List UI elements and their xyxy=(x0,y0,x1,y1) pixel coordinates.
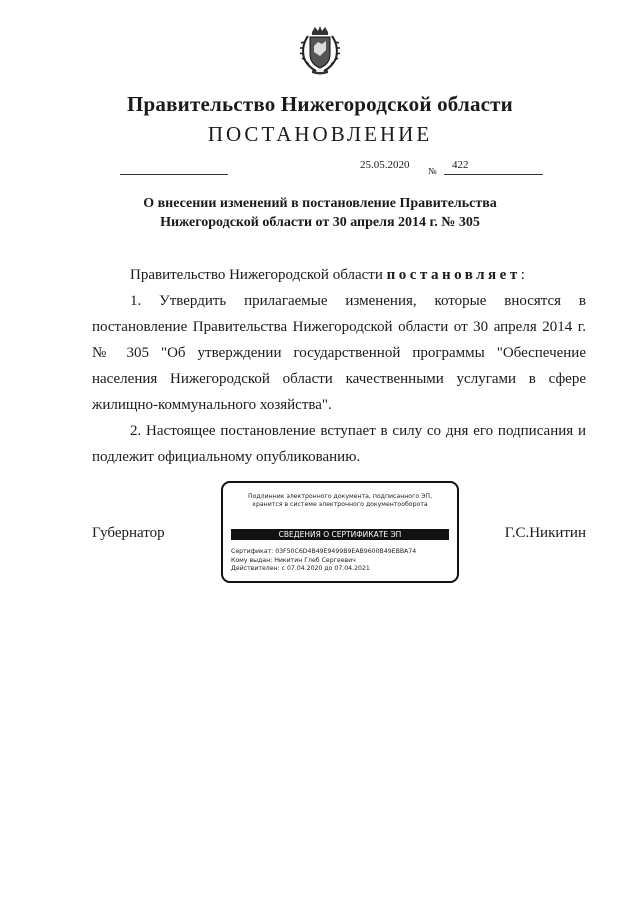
intro-prefix: Правительство Нижегородской области xyxy=(130,267,387,283)
stamp-certificate-row xyxy=(231,548,451,557)
signature-name: Г.С.Никитин xyxy=(504,525,586,541)
intro-paragraph xyxy=(92,262,586,288)
signature-position: Губернатор xyxy=(92,525,165,541)
intro-spaced-word: постановляет xyxy=(386,267,521,283)
stamp-valid-row xyxy=(231,565,451,574)
item-1-paragraph: 1. Утвердить прилагаемые изменения, которые вносятся в постановление Правительства Нижегородской области от 30 апреля 2014 г. № 305 "Об утверждении государственной программы "Обеспечение населения Нижегородской области качественными услугами в сфере жилищно-коммунального хозяйства". xyxy=(92,293,586,413)
stamp-issued-row xyxy=(231,557,451,566)
document-subject xyxy=(0,194,640,232)
government-title: Правительство Нижегородской области xyxy=(127,92,513,116)
stamp-details xyxy=(231,548,451,574)
electronic-signature-stamp xyxy=(221,481,459,583)
document-date: 25.05.2020 xyxy=(360,159,410,171)
certificate-value: 03F50C6D4B49E9499B9EAB9600B49EBBA74 xyxy=(275,548,417,555)
subject-line-2: Нижегородской области от 30 апреля 2014 г. № 305 xyxy=(160,215,480,230)
issued-to-value: Никитин Глеб Сергеевич xyxy=(274,556,356,564)
item-2-paragraph: 2. Настоящее постановление вступает в силу со дня его подписания и подлежит официальному опубликованию. xyxy=(92,423,586,465)
document-number: 422 xyxy=(452,159,469,171)
certificate-label: Сертификат: xyxy=(231,548,274,555)
valid-value: с 07.04.2020 до 07.04.2021 xyxy=(281,565,370,572)
stamp-line-1: Подлинник электронного документа, подписанного ЭП, xyxy=(247,493,433,500)
document-type: ПОСТАНОВЛЕНИЕ xyxy=(207,122,433,146)
number-sign: № xyxy=(428,166,437,176)
number-underline xyxy=(444,174,543,175)
valid-label: Действителен: xyxy=(231,565,280,572)
subject-line-1: О внесении изменений в постановление Правительства xyxy=(143,196,497,211)
stamp-header xyxy=(229,493,451,509)
intro-suffix: : xyxy=(520,267,525,283)
blank-line xyxy=(120,174,228,175)
issued-to-label: Кому выдан: xyxy=(231,556,273,564)
coat-of-arms-icon xyxy=(298,24,342,76)
stamp-banner: СВЕДЕНИЯ О СЕРТИФИКАТЕ ЭП xyxy=(231,529,449,540)
document-body xyxy=(92,262,586,470)
stamp-line-2: хранится в системе электронного документооборота xyxy=(252,501,428,508)
